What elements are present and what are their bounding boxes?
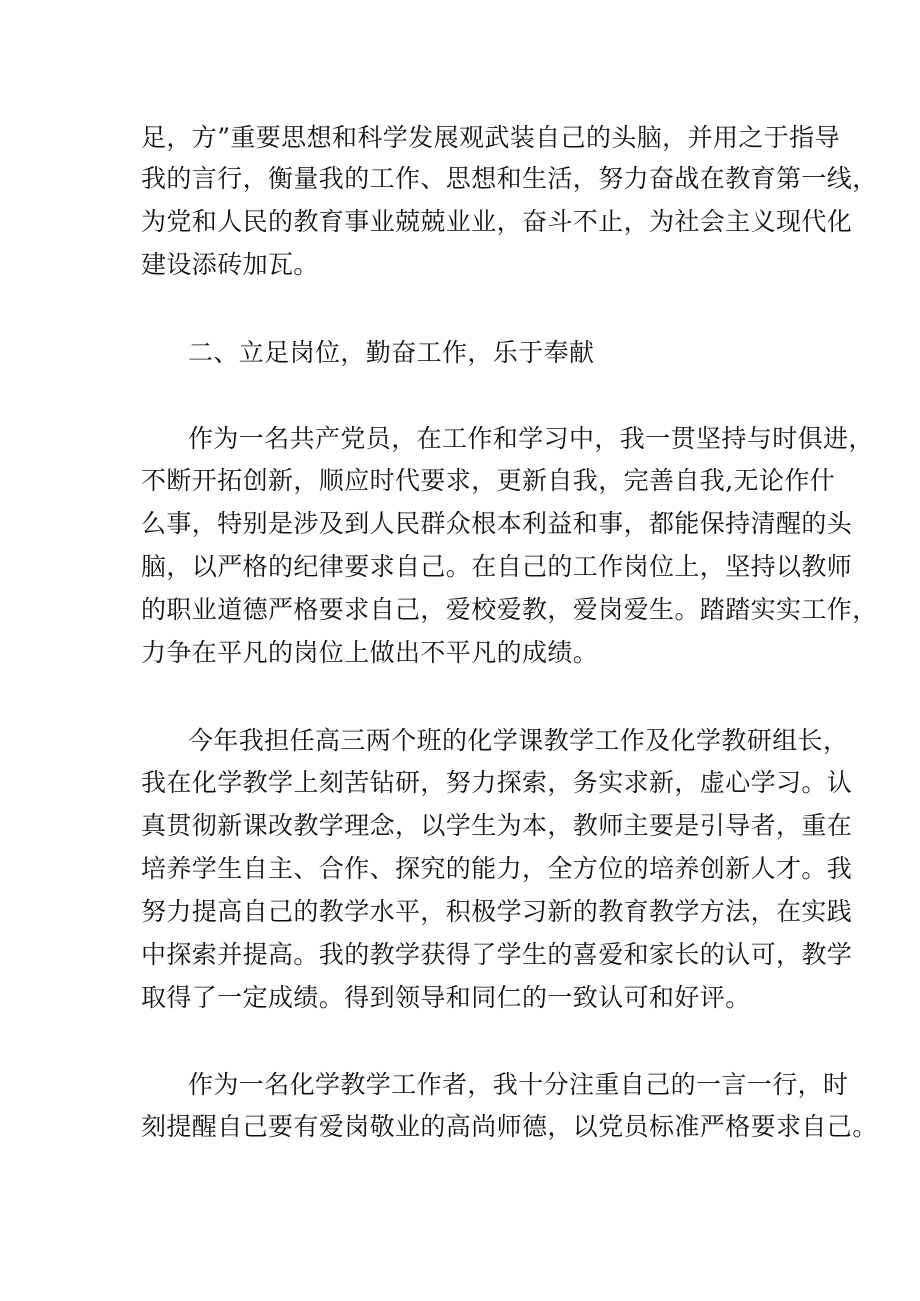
- paragraph-line: 不断开拓创新，顺应时代要求，更新自我，完善自我,无论作什: [141, 466, 836, 495]
- paragraph-line: 我在化学教学上刻苦钻研，努力探索，务实求新，虚心学习。认: [141, 768, 853, 797]
- section-heading: 二、立足岗位，勤奋工作，乐于奉献: [188, 338, 595, 367]
- paragraph-line: 么事，特别是涉及到人民群众根本利益和事，都能保持清醒的头: [141, 509, 853, 538]
- paragraph-line: 力争在平凡的岗位上做出不平凡的成绩。: [141, 638, 599, 667]
- paragraph-line: 培养学生自主、合作、探究的能力，全方位的培养创新人才。我: [141, 854, 853, 883]
- paragraph-line: 作为一名化学教学工作者，我十分注重自己的一言一行，时: [188, 1070, 849, 1099]
- paragraph-line: 足，方”重要思想和科学发展观武装自己的头脑，并用之于指导: [141, 123, 840, 152]
- paragraph-line: 努力提高自己的教学水平，积极学习新的教育教学方法，在实践: [141, 897, 853, 926]
- paragraph-line: 建设添砖加瓦。: [141, 250, 319, 279]
- paragraph-line: 脑，以严格的纪律要求自己。在自己的工作岗位上，坚持以教师: [141, 552, 853, 581]
- paragraph-line: 为党和人民的教育事业兢兢业业，奋斗不止，为社会主义现代化: [141, 207, 853, 236]
- paragraph-line: 今年我担任高三两个班的化学课教学工作及化学教研组长，: [188, 726, 849, 755]
- paragraph-line: 取得了一定成绩。得到领导和同仁的一致认可和好评。: [141, 983, 751, 1012]
- paragraph-line: 作为一名共产党员，在工作和学习中，我一贯坚持与时俱进，: [188, 424, 874, 453]
- paragraph-line: 中探索并提高。我的教学获得了学生的喜爱和家长的认可，教学: [141, 940, 853, 969]
- paragraph-line: 真贯彻新课改教学理念，以学生为本，教师主要是引导者，重在: [141, 811, 853, 840]
- paragraph-line: 刻提醒自己要有爱岗敬业的高尚师德，以党员标准严格要求自己。: [141, 1112, 878, 1141]
- paragraph-line: 的职业道德严格要求自己，爱校爱教，爱岗爱生。踏踏实实工作，: [141, 595, 878, 624]
- paragraph-line: 我的言行，衡量我的工作、思想和生活，努力奋战在教育第一线，: [141, 164, 878, 193]
